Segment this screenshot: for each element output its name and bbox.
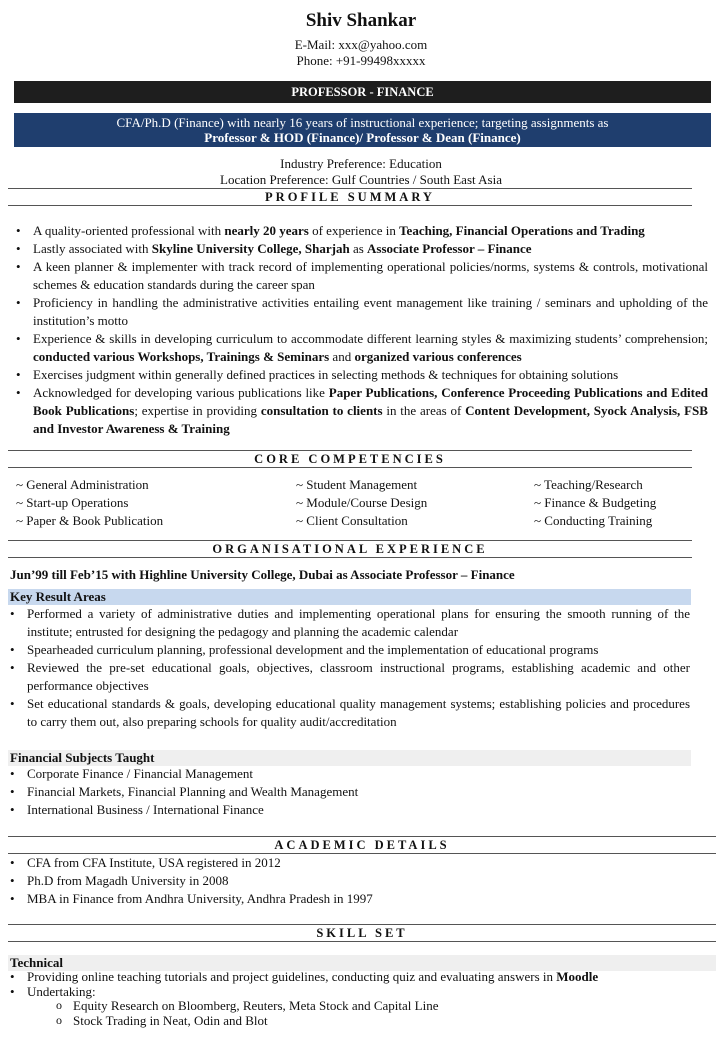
subjects-heading: Financial Subjects Taught (8, 750, 691, 766)
profile-summary-item: • Exercises judgment within generally defined practices in selecting methods & techniques for obtaining solutions (8, 366, 708, 384)
competency-item: ~ Start-up Operations (16, 495, 129, 510)
profile-summary-item: • Proficiency in handling the administrative activities entailing event management like training / seminars and upholding of the institution’s motto (8, 294, 708, 330)
kra-item: • Performed a variety of administrative duties and implementing operational plans for ensuring the smooth running of the institute; entrusted for designing the pedagogy and planning the academic calendar (2, 605, 690, 641)
competency-item: ~ Conducting Training (534, 513, 653, 528)
subject-item: • Corporate Finance / Financial Management (2, 765, 690, 783)
profile-summary-item: • Lastly associated with Skyline University College, Sharjah as Associate Professor – Finance (8, 240, 708, 258)
kra-item: • Reviewed the pre-set educational goals, objectives, classroom instructional programs, establishing academic and other performance objectives (2, 659, 690, 695)
competency-item: ~ Client Consultation (296, 513, 408, 528)
academic-item: • MBA in Finance from Andhra University, Andhra Pradesh in 1997 (2, 890, 702, 908)
profile-summary-item: • Acknowledged for developing various publications like Paper Publications, Conference Proceeding Publications and Edited Book Publications; expertise in providing consultation to clients in the areas of Content Development, Syock Analysis, FSB and Investor Awareness & Training (8, 384, 708, 438)
skills-sub-list (48, 998, 648, 1028)
competency-item: ~ Teaching/Research (534, 477, 643, 492)
industry-preference: Industry Preference: Education (280, 156, 442, 171)
subject-item: • Financial Markets, Financial Planning and Wealth Management (2, 783, 690, 801)
summary-line-1: CFA/Ph.D (Finance) with nearly 16 years of instructional experience; targeting assignments as (116, 115, 609, 130)
kra-item: • Set educational standards & goals, developing educational quality management systems; establishing policies and procedures to carry them out, also preparing schools for quality audit/accreditation (2, 695, 690, 731)
skill-sub-item: o Stock Trading in Neat, Odin and Blot (48, 1013, 648, 1028)
job-title: Jun’99 till Feb’15 with Highline University College, Dubai as Associate Professor – Finance (10, 567, 515, 582)
subjects-list (2, 765, 690, 819)
summary-band (14, 113, 711, 147)
profile-summary-heading: PROFILE SUMMARY (8, 188, 692, 206)
competency-item: ~ Module/Course Design (296, 495, 428, 510)
profile-summary-item: • A keen planner & implementer with track record of implementing operational policies/norms, systems & controls, motivational schemes & education standards during the career span (8, 258, 708, 294)
skills-list (2, 969, 702, 999)
academic-item: • Ph.D from Magadh University in 2008 (2, 872, 702, 890)
competencies-column-1 (16, 476, 163, 530)
competency-item: ~ Finance & Budgeting (534, 495, 657, 510)
technical-heading: Technical (8, 955, 716, 971)
skill-set-heading: SKILL SET (8, 924, 716, 942)
candidate-name: Shiv Shankar (305, 10, 417, 31)
kra-list (2, 605, 690, 731)
summary-line-2: Professor & HOD (Finance)/ Professor & Dean (Finance) (204, 130, 521, 145)
skill-item: • Undertaking: (2, 984, 702, 999)
competencies-column-3 (534, 476, 656, 530)
profile-summary-item: • A quality-oriented professional with nearly 20 years of experience in Teaching, Financial Operations and Trading (8, 222, 708, 240)
kra-item: • Spearheaded curriculum planning, professional development and the implementation of educational programs (2, 641, 690, 659)
kra-heading: Key Result Areas (8, 589, 691, 605)
subject-item: • International Business / International Finance (2, 801, 690, 819)
title-band: PROFESSOR - FINANCE (14, 81, 711, 103)
skill-item: • Providing online teaching tutorials and project guidelines, conducting quiz and evaluating answers in Moodle (2, 969, 702, 984)
experience-heading: ORGANISATIONAL EXPERIENCE (8, 540, 692, 558)
competency-item: ~ Paper & Book Publication (16, 513, 164, 528)
competency-item: ~ General Administration (16, 477, 149, 492)
profile-summary-item: • Experience & skills in developing curriculum to accommodate different learning styles & maximizing students’ comprehension; conducted various Workshops, Trainings & Seminars and organized various conferences (8, 330, 708, 366)
academic-item: • CFA from CFA Institute, USA registered in 2012 (2, 854, 702, 872)
profile-summary-list (8, 222, 708, 438)
core-competencies-heading: CORE COMPETENCIES (8, 450, 692, 468)
academic-list (2, 854, 702, 908)
location-preference: Location Preference: Gulf Countries / South East Asia (220, 172, 502, 187)
academic-heading: ACADEMIC DETAILS (8, 836, 716, 854)
phone: Phone: +91-99498xxxxx (296, 53, 426, 68)
email: E-Mail: xxx@yahoo.com (294, 37, 428, 52)
skill-sub-item: o Equity Research on Bloomberg, Reuters, Meta Stock and Capital Line (48, 998, 648, 1013)
competency-item: ~ Student Management (296, 477, 418, 492)
competencies-column-2 (296, 476, 427, 530)
